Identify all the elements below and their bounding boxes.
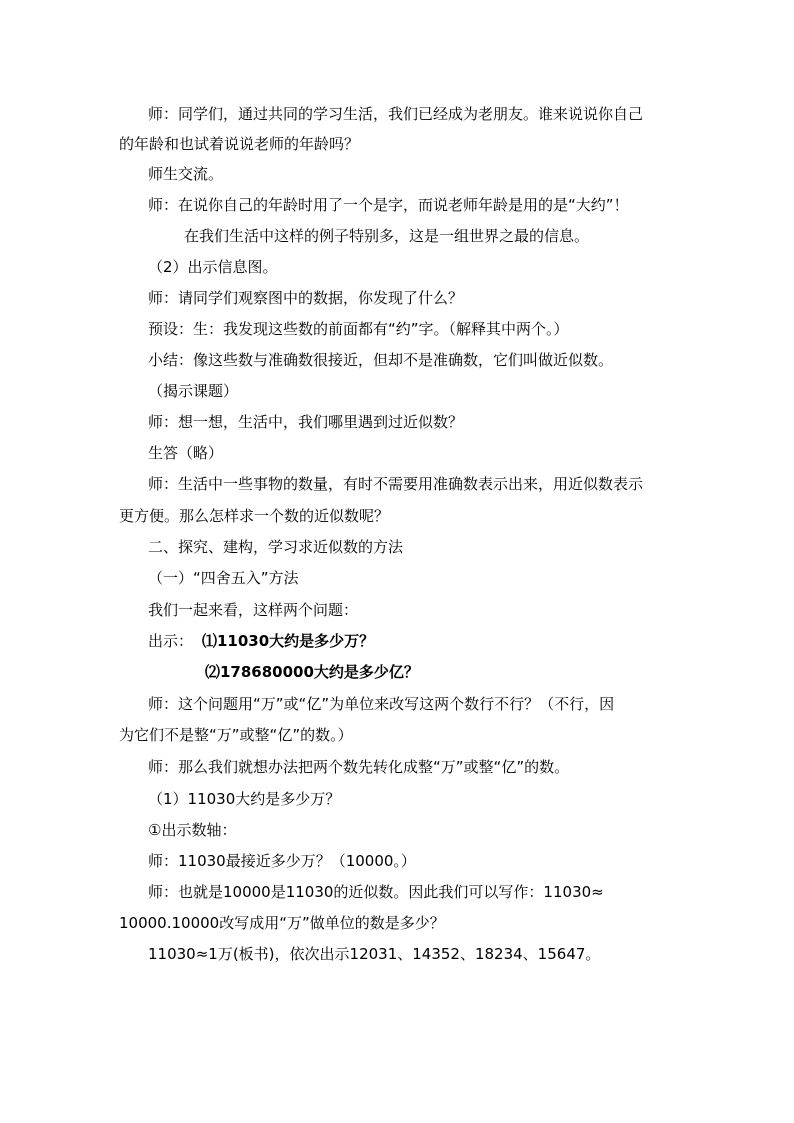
text-line: （揭示课题）: [148, 382, 239, 400]
text-line: 在我们生活中这样的例子特别多，这是一组世界之最的信息。: [184, 227, 590, 245]
text-line: 的年龄和也试着说说老师的年龄吗？: [119, 135, 360, 153]
text-line: 11030≈1万(板书)，依次出示12031、14352、18234、15647。: [148, 945, 601, 963]
question-1: ⑴11030大约是多少万？: [202, 632, 375, 650]
text-line: 小结：像这些数与准确数很接近，但却不是准确数，它们叫做近似数。: [148, 351, 614, 369]
question-2: ⑵178680000大约是多少亿？: [205, 663, 419, 681]
text-line: 师：也就是10000是11030的近似数。因此我们可以写作：11030≈: [148, 883, 604, 901]
text-line: 出示：: [148, 632, 194, 650]
text-line: 师生交流。: [148, 165, 224, 183]
section-heading: 二、探究、建构，学习求近似数的方法: [148, 538, 404, 556]
text-line: （1）11030大约是多少万？: [148, 790, 341, 808]
text-line: 师：11030最接近多少万？（10000。）: [148, 852, 416, 870]
text-line: 师：请同学们观察图中的数据，你发现了什么？: [148, 289, 464, 307]
text-line: ①出示数轴：: [148, 821, 237, 839]
text-line: 师：同学们，通过共同的学习生活，我们已经成为老朋友。谁来说说你自己: [148, 105, 644, 123]
text-line: 更方便。那么怎样求一个数的近似数呢？: [119, 507, 390, 525]
text-line: （2）出示信息图。: [148, 258, 278, 276]
text-line: 我们一起来看，这样两个问题：: [148, 601, 359, 619]
subsection-heading: （一）“四舍五入”方法: [148, 569, 299, 587]
text-line: 为它们不是整“万”或整“亿”的数。）: [119, 726, 353, 744]
text-line: 师：在说你自己的年龄时用了一个是字，而说老师年龄是用的是“大约”！: [148, 196, 629, 214]
text-line: 师：这个问题用“万”或“亿”为单位来改写这两个数行不行？（不行，因: [148, 695, 615, 713]
text-line: 10000.10000改写成用“万”做单位的数是多少？: [119, 914, 445, 932]
text-line: 师：那么我们就想办法把两个数先转化成整“万”或整“亿”的数。: [148, 758, 570, 776]
text-line: 生答（略）: [148, 444, 224, 462]
text-line: 预设：生：我发现这些数的前面都有“约”字。（解释其中两个。）: [148, 320, 569, 338]
text-line: 师：生活中一些事物的数量，有时不需要用准确数表示出来，用近似数表示: [148, 475, 644, 493]
text-line: 师：想一想，生活中，我们哪里遇到过近似数？: [148, 413, 464, 431]
